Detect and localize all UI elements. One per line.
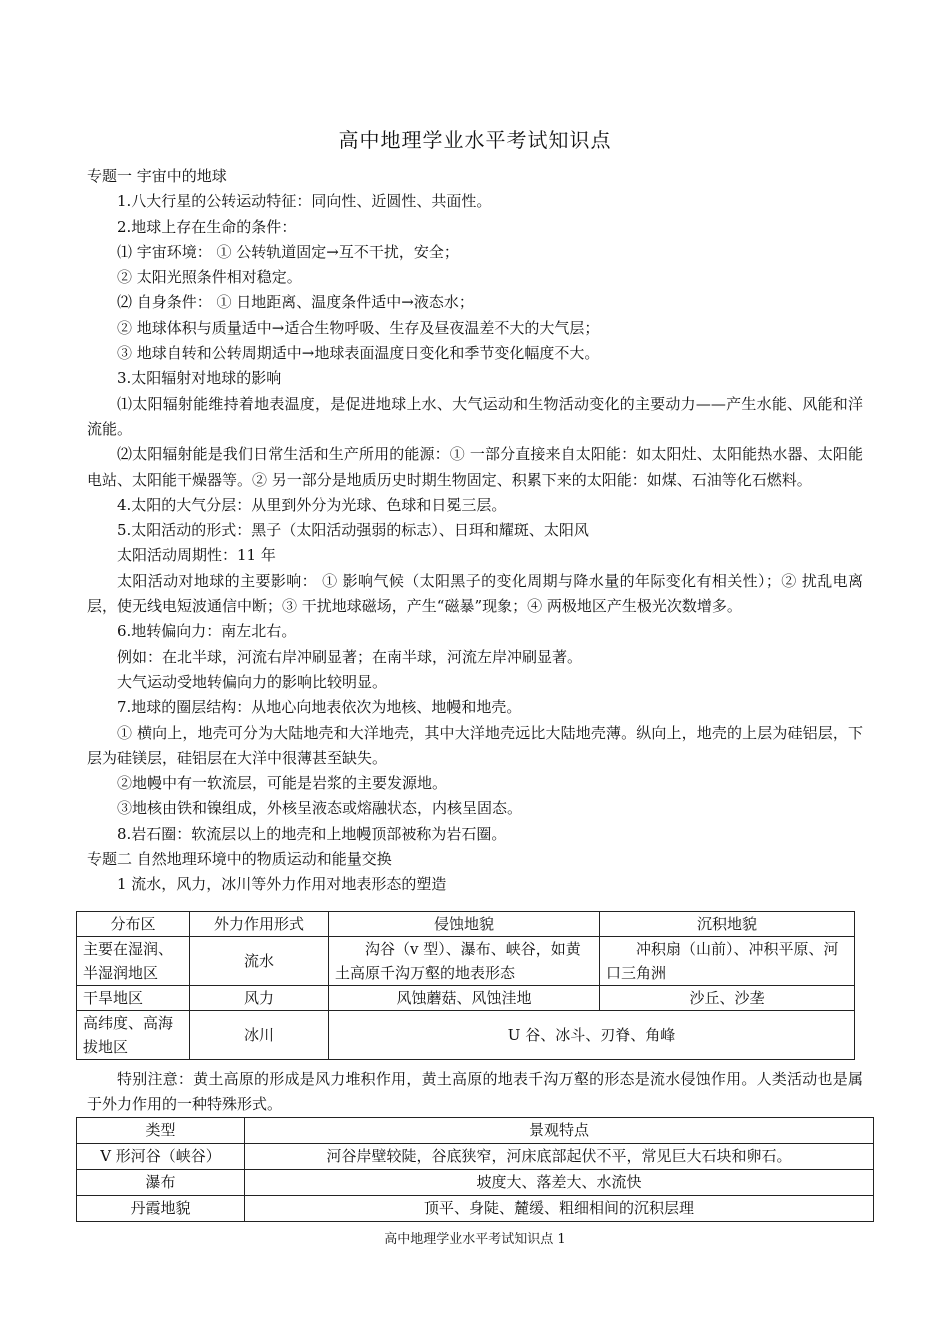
table-cell: 瀑布	[77, 1170, 245, 1196]
table-cell: 风蚀蘑菇、风蚀洼地	[329, 986, 600, 1011]
table-cell: 流水	[190, 937, 329, 986]
table-cell: 高纬度、高海拔地区	[77, 1011, 190, 1060]
paragraph: ⑴ 宇宙环境： ① 公转轨道固定→互不干扰，安全；	[117, 242, 459, 261]
topic1-section	[87, 164, 863, 898]
table-header-cell: 沉积地貌	[600, 912, 855, 937]
table-header-cell: 外力作用形式	[190, 912, 329, 937]
table-cell: 顶平、身陡、麓缓、粗细相间的沉积层理	[245, 1196, 874, 1222]
paragraph: 7.地球的圈层结构：从地心向地表依次为地核、地幔和地壳。	[117, 698, 522, 717]
table-cell: V 形河谷（峡谷）	[77, 1144, 245, 1170]
document-title: 高中地理学业水平考试知识点	[338, 128, 612, 152]
table-cell: 丹霞地貌	[77, 1196, 245, 1222]
paragraph: 8.岩石圈：软流层以上的地壳和上地幔顶部被称为岩石圈。	[117, 824, 507, 843]
paragraph: ② 地球体积与质量适中→适合生物呼吸、生存及昼夜温差不大的大气层；	[117, 318, 600, 337]
topic2-heading: 专题二 自然地理环境中的物质运动和能量交换	[87, 850, 392, 869]
table-header-cell: 侵蚀地貌	[329, 912, 600, 937]
landform-features-table	[76, 1117, 874, 1222]
paragraph: 大气运动受地转偏向力的影响比较明显。	[117, 672, 388, 691]
table-cell: U 谷、冰斗、刃脊、角峰	[329, 1011, 855, 1060]
table-header-row	[77, 1118, 874, 1144]
paragraph: 特别注意：黄土高原的形成是风力堆积作用，黄土高原的地表千沟万壑的形态是流水侵蚀作用。人类活动也是属于外力作用的一种特殊形式。	[87, 1070, 863, 1114]
table-row	[77, 937, 855, 986]
paragraph: ② 太阳光照条件相对稳定。	[117, 268, 302, 287]
external-forces-table	[76, 911, 855, 1060]
table-row	[77, 1144, 874, 1170]
table-row	[77, 986, 855, 1011]
paragraph: ③地核由铁和镍组成，外核呈液态或熔融状态，内核呈固态。	[117, 799, 523, 818]
paragraph: 例如：在北半球，河流右岸冲刷显著；在南半球，河流左岸冲刷显著。	[117, 647, 583, 666]
table-cell: 干旱地区	[77, 986, 190, 1011]
table-cell: 河谷岸壁较陡，谷底狭窄，河床底部起伏不平，常见巨大石块和卵石。	[245, 1144, 874, 1170]
table-row	[77, 1011, 855, 1060]
page-footer: 高中地理学业水平考试知识点 1	[384, 1232, 566, 1247]
table-header-cell: 景观特点	[245, 1118, 874, 1144]
table-header-cell: 分布区	[77, 912, 190, 937]
paragraph: 5.太阳活动的形式：黑子（太阳活动强弱的标志）、日珥和耀斑、太阳风	[117, 521, 589, 540]
table-cell: 主要在湿润、半湿润地区	[77, 937, 190, 986]
paragraph: 1 流水，风力，冰川等外力作用对地表形态的塑造	[117, 875, 447, 894]
paragraph: ① 横向上，地壳可分为大陆地壳和大洋地壳，其中大洋地壳远比大陆地壳薄。纵向上，地壳的上层为硅铝层，下层为硅镁层，硅铝层在大洋中很薄甚至缺失。	[87, 723, 863, 767]
table-cell: 风力	[190, 986, 329, 1011]
paragraph: ②地幔中有一软流层，可能是岩浆的主要发源地。	[117, 774, 448, 793]
paragraph: 3.太阳辐射对地球的影响	[117, 369, 282, 388]
table-row	[77, 1196, 874, 1222]
paragraph: ⑴太阳辐射能维持着地表温度，是促进地球上水、大气运动和生物活动变化的主要动力——产生水能、风能和洋流能。	[87, 394, 863, 438]
table-cell: 坡度大、落差大、水流快	[245, 1170, 874, 1196]
table-cell: 沟谷（v 型）、瀑布、峡谷，如黄土高原千沟万壑的地表形态	[329, 937, 600, 986]
topic1-heading: 专题一 宇宙中的地球	[87, 167, 227, 185]
paragraph: ⑵ 自身条件： ① 日地距离、温度条件适中→液态水；	[117, 293, 474, 312]
paragraph: ⑵太阳辐射能是我们日常生活和生产所用的能源：① 一部分直接来自太阳能：如太阳灶、太阳能热水器、太阳能电站、太阳能干燥器等。② 另一部分是地质历史时期生物固定、积累下来的太阳能：如煤、石油等化石燃料。	[87, 445, 863, 489]
table-header-row	[77, 912, 855, 937]
paragraph: 4.太阳的大气分层：从里到外分为光球、色球和日冕三层。	[117, 495, 507, 514]
paragraph: 6.地转偏向力：南左北右。	[117, 622, 297, 641]
paragraph: ③ 地球自转和公转周期适中→地球表面温度日变化和季节变化幅度不大。	[117, 344, 600, 363]
paragraph: 太阳活动周期性：11 年	[117, 546, 276, 565]
paragraph: 太阳活动对地球的主要影响： ① 影响气候（太阳黑子的变化周期与降水量的年际变化有相关性）；② 扰乱电离层，使无线电短波通信中断；③ 干扰地球磁场，产生“磁暴”现象；④ 两极地区产生极光次数增多。	[87, 571, 863, 616]
special-note	[87, 1067, 863, 1118]
table-header-cell: 类型	[77, 1118, 245, 1144]
paragraph: 2.地球上存在生命的条件：	[117, 217, 297, 236]
table-cell: 沙丘、沙垄	[600, 986, 855, 1011]
table-cell: 冰川	[190, 1011, 329, 1060]
paragraph: 1.八大行星的公转运动特征：同向性、近圆性、共面性。	[117, 192, 492, 211]
table-row	[77, 1170, 874, 1196]
table-cell: 冲积扇（山前）、冲积平原、河口三角洲	[600, 937, 855, 986]
